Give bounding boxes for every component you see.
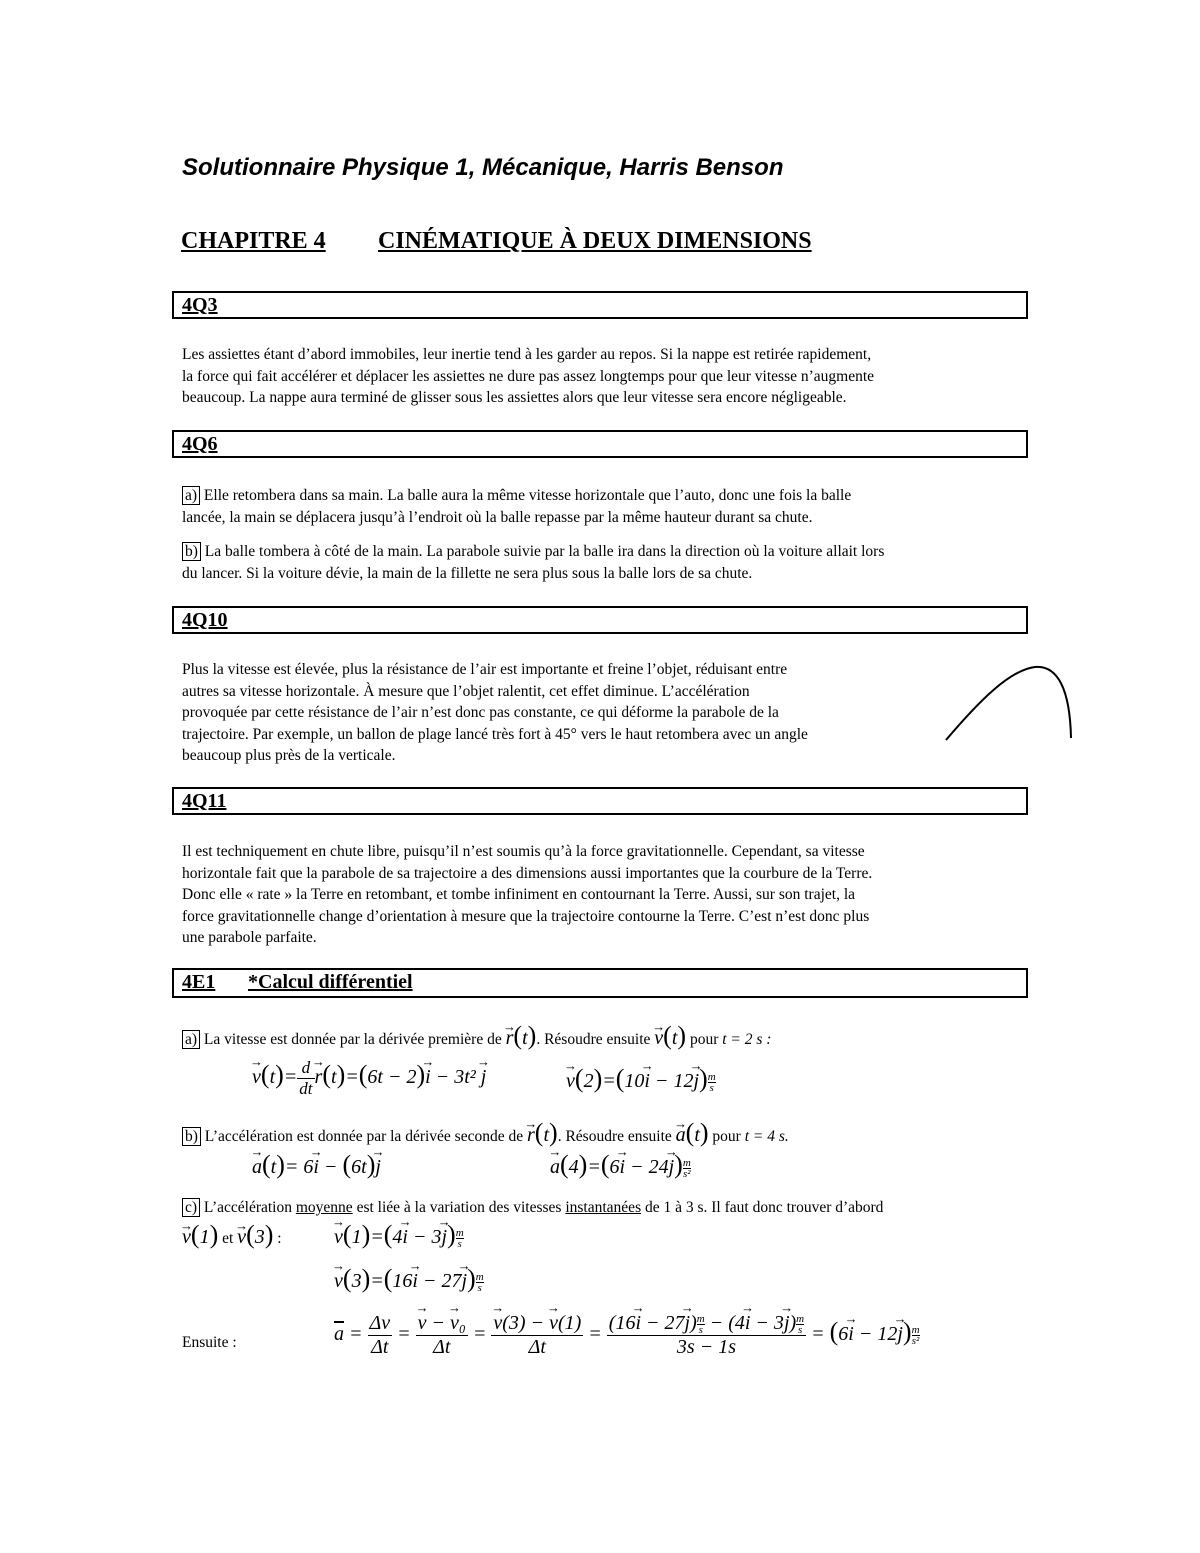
formula-r-of-t: → r(t) [527, 1124, 558, 1146]
answer-4q11 [182, 841, 872, 949]
statement-text: L’accélération est donnée par la dérivée seconde de [200, 1128, 527, 1145]
statement-text: L’accélération [200, 1199, 296, 1216]
condition-text: t = 4 s. [744, 1128, 789, 1145]
text-line: Plus la vitesse est élevée, plus la résistance de l’air est importante et freine l’objet, réduisant entre [182, 661, 788, 678]
section-label: 4Q11 [182, 790, 227, 812]
text-line: La balle tombera à côté de la main. La parabole suivie par la balle ira dans la direction où la voiture allait lors [200, 543, 885, 560]
section-label: 4Q6 [182, 433, 218, 455]
condition-text: t = 2 s : [722, 1031, 772, 1048]
statement-text: pour [686, 1031, 723, 1048]
part-tag-b: b) [182, 542, 201, 561]
trajectory-curve [946, 667, 1071, 740]
statement-text: est liée à la variation des vitesses [352, 1199, 566, 1216]
emphasis-instantanees: instantanées [565, 1199, 642, 1216]
formula-v-of-3: → v(3) [237, 1226, 273, 1248]
exercise-4e1-a-statement [182, 1021, 772, 1051]
text-line: horizontale fait que la parabole de sa trajectoire a des dimensions aussi importantes que la courbure de la Terre. [182, 864, 873, 882]
section-label: 4Q3 [182, 294, 218, 316]
section-subtitle: *Calcul différentiel [248, 971, 413, 993]
part-tag-c: c) [182, 1198, 200, 1217]
section-header-4q10 [172, 606, 1028, 634]
answer-4q3 [182, 344, 874, 409]
chapter-number: CHAPITRE 4 [181, 228, 326, 254]
formula-v-of-1: → v(1) [182, 1226, 218, 1248]
equation-acceleration: → a(t)= 6→ i − (6t)→ j [252, 1150, 381, 1180]
equation-acceleration-at-4: → a(4)=(6→ i − 24→ j) $\frac{m}{\text{s²}}$ [550, 1150, 691, 1180]
answer-4q6-b [182, 541, 884, 584]
formula-r-of-t: → r(t) [506, 1027, 537, 1049]
text-line: lancée, la main se déplacera jusqu’à l’endroit où la balle repasse par la même hauteur durant sa chute. [182, 508, 813, 526]
exercise-4e1-c-statement-line2 [182, 1220, 282, 1250]
section-header-4e1 [172, 968, 1028, 998]
statement-text: et [222, 1230, 234, 1247]
part-tag-a: a) [182, 1030, 200, 1049]
part-tag-b: b) [182, 1127, 201, 1146]
text-line: Elle retombera dans sa main. La balle aura la même vitesse horizontale que l’auto, donc une fois la balle [200, 487, 852, 504]
equation-velocity: → v(t)= $\frac{d}{dt}$ → r(t)=(6t − 2)→ i − 3t² → j [252, 1058, 486, 1099]
statement-text: pour [708, 1128, 745, 1145]
text-line: trajectoire. Par exemple, un ballon de plage lancé très fort à 45° vers le haut retombera avec un angle [182, 725, 808, 743]
text-line: autres sa vitesse horizontale. À mesure que l’objet ralentit, cet effet diminue. L’accélération [182, 682, 750, 700]
text-line: la force qui fait accélérer et déplacer les assiettes ne dure pas assez longtemps pour que leur vitesse n’augmente [182, 367, 875, 385]
section-header-4q6 [172, 430, 1028, 458]
part-tag-a: a) [182, 486, 200, 505]
section-label: 4E1 [182, 971, 216, 993]
text-line: beaucoup. La nappe aura terminé de glisser sous les assiettes alors que leur vitesse sera encore négligeable. [182, 389, 847, 406]
formula-a-of-t: → a(t) [676, 1124, 709, 1146]
ensuite-label: Ensuite : [182, 1334, 237, 1351]
chapter-name: CINÉMATIQUE À DEUX DIMENSIONS [378, 228, 812, 254]
text-line: une parabole parfaite. [182, 929, 317, 946]
statement-text: de 1 à 3 s. Il faut donc trouver d’abord [641, 1199, 884, 1216]
answer-4q6-a [182, 485, 851, 528]
text-line: force gravitationnelle change d’orientation à mesure que la trajectoire contourne la Terre. C’est n’est donc plus [182, 907, 870, 925]
text-line: beaucoup plus près de la verticale. [182, 747, 396, 764]
section-label: 4Q10 [182, 609, 228, 631]
statement-text: . Résoudre ensuite [557, 1128, 676, 1145]
text-line: du lancer. Si la voiture dévie, la main de la fillette ne sera plus sous la balle lors de sa chute. [182, 564, 753, 582]
formula-v-of-t: → v(t) [654, 1027, 686, 1049]
text-line: Il est techniquement en chute libre, puisqu’il n’est soumis qu’à la force gravitationnelle. Cependant, sa vitesse [182, 843, 865, 860]
section-header-4q11 [172, 787, 1028, 815]
text-line: Les assiettes étant d’abord immobiles, leur inertie tend à les garder au repos. Si la nappe est retirée rapidement, [182, 346, 872, 363]
statement-text: . Résoudre ensuite [536, 1031, 655, 1048]
equation-velocity-at-2: → v(2)=(10→ i − 12→ j) $\frac{m}{s}$ [566, 1064, 716, 1094]
section-header-4q3 [172, 291, 1028, 319]
answer-4q10 [182, 659, 808, 767]
trajectory-curve-figure [940, 660, 1080, 750]
equation-velocity-at-1: → v(1)=(4→ i − 3→ j) $\frac{m}{s}$ [334, 1220, 464, 1250]
equation-average-acceleration: $\overline{a}$ = $\frac{\Delta v}{\Delta t}$ = → $\frac{\text{v − → v₀}}{\Delta t}$ = → $\frac{v(3) - \to v(1)}{\Delta t}$ = (16→ i − 27→ j) $\frac{m}{s}$ − (4→ i − 3→ j) $\frac{m}{s}$ 3s − 1s = (6→ i − 12→ j) $\frac{m}{\text{s²}}$ [334, 1312, 920, 1359]
exercise-4e1-b-statement [182, 1118, 789, 1148]
text-line: Donc elle « rate » la Terre en retombant, et tombe infiniment en contournant la Terre. Aussi, sur son trajet, la [182, 886, 856, 903]
exercise-4e1-c-statement [182, 1197, 883, 1219]
emphasis-moyenne: moyenne [295, 1199, 353, 1216]
equation-velocity-at-3: → v(3)=(16→ i − 27→ j) $\frac{m}{s}$ [334, 1264, 484, 1294]
document-title: Solutionnaire Physique 1, Mécanique, Harris Benson [182, 154, 784, 181]
text-line: provoquée par cette résistance de l’air n’est donc pas constante, ce qui déforme la parabole de la [182, 704, 779, 721]
statement-text: La vitesse est donnée par la dérivée première de [200, 1031, 506, 1048]
statement-text: : [277, 1230, 282, 1247]
